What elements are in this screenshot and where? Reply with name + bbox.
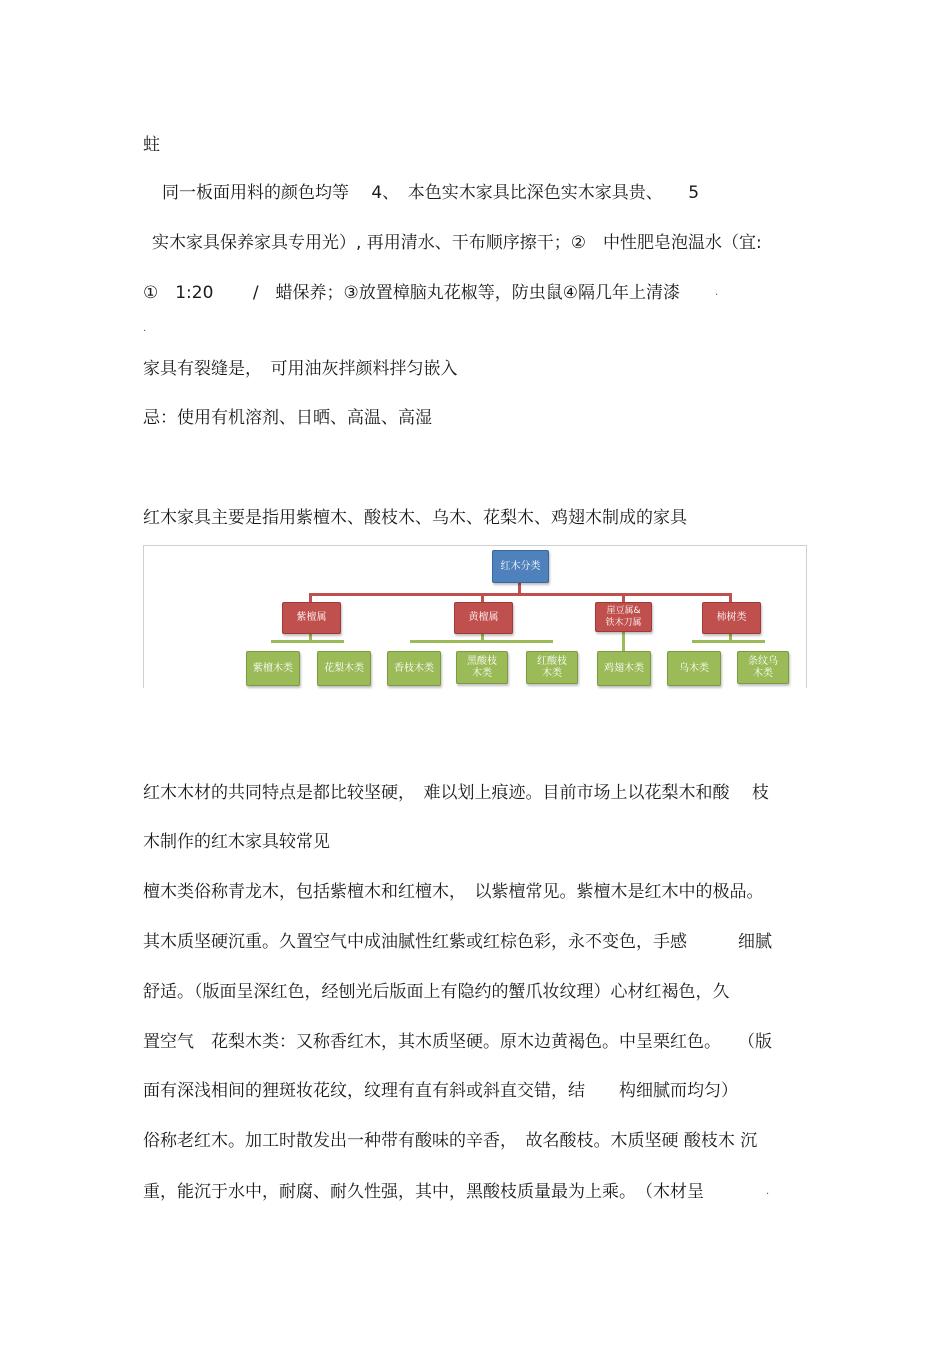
text-line-12: 舒适。（版面呈深红色，经刨光后版面上有隐约的蟹爪妆纹理）心材红褐色，久 xyxy=(143,982,730,1002)
stray-dot-2: . xyxy=(143,323,147,334)
diagram-group-zitan: 紫檀属 xyxy=(282,602,341,634)
text-line-15: 俗称老红木。加工时散发出一种带有酸味的辛香， 故名酸枝。木质坚硬 酸枝木 沉 xyxy=(143,1131,758,1151)
text-line-4: ① 1:20 / 蜡保养；③放置樟脑丸花椒等，防虫鼠④隔几年上清漆 xyxy=(143,283,681,303)
text-line-9: 木制作的红木家具较常见 xyxy=(143,832,330,852)
text-line-16: 重，能沉于水中，耐腐、耐久性强，其中，黑酸枝质量最为上乘。 （木材呈 xyxy=(143,1182,704,1202)
diagram-leaf-tiaowen-wumu: 条纹乌木类 xyxy=(737,651,789,684)
diagram-leaf-hualimu: 花梨木类 xyxy=(317,651,371,686)
text-line-7: 红木家具主要是指用紫檀木、酸枝木、乌木、花梨木、鸡翅木制成的家具 xyxy=(143,508,687,528)
diagram-leaf-hongsuanzhimu: 红酸枝木类 xyxy=(526,651,578,684)
diagram-root-node: 红木分类 xyxy=(492,550,549,583)
text-line-14: 面有深浅相间的狸斑妆花纹，纹理有直有斜或斜直交错，结 构细腻而均匀） xyxy=(143,1081,738,1101)
text-line-8: 红木木材的共同特点是都比较坚硬， 难以划上痕迹。目前市场上以花梨木和酸 枝 xyxy=(143,783,769,803)
diagram-leaf-jichimu: 鸡翅木类 xyxy=(597,651,651,686)
stray-dot-1: . xyxy=(715,287,719,298)
connector-group-bar xyxy=(309,593,730,596)
text-line-6: 忌：使用有机溶剂、日晒、高温、高湿 xyxy=(143,408,432,428)
connector-leaf-bar-1 xyxy=(271,640,344,643)
text-line-3: 实木家具保养家具专用光）, 再用清水、干布顺序擦干；② 中性肥皂泡温水（宜: xyxy=(152,233,762,253)
hongmu-classification-diagram xyxy=(143,545,807,688)
connector-leaf-bar-4 xyxy=(692,640,765,643)
text-line-1: 蛀 xyxy=(143,135,160,155)
text-line-11: 其木质坚硬沉重。久置空气中成油腻性红紫或红棕色彩，永不变色，手感 细腻 xyxy=(143,932,772,952)
connector-leaf-stem-3 xyxy=(622,632,625,652)
diagram-leaf-xiangzhimu: 香枝木类 xyxy=(387,651,441,686)
diagram-leaf-wumu: 乌木类 xyxy=(667,651,721,686)
diagram-leaf-heisuanzhimu: 黑酸枝木类 xyxy=(456,651,508,684)
text-line-13: 置空气 花梨木类：又称香红木，其木质坚硬。原木边黄褐色。中呈栗红色。 （版 xyxy=(143,1032,772,1052)
connector-leaf-bar-2 xyxy=(410,640,553,643)
text-line-5: 家具有裂缝是， 可用油灰拌颜料拌匀嵌入 xyxy=(143,359,458,379)
diagram-group-shishu: 柿树类 xyxy=(702,602,761,634)
text-line-10: 檀木类俗称青龙木，包括紫檀木和红檀木， 以紫檀常见。紫檀木是红木中的极品。 xyxy=(143,882,764,902)
diagram-group-huangtan: 黄檀属 xyxy=(454,602,513,634)
stray-dot-3: . xyxy=(766,1186,770,1197)
diagram-group-yadou-tiemu: 崖豆属&铁木刀属 xyxy=(595,602,652,632)
diagram-leaf-zitanmu: 紫檀木类 xyxy=(246,651,300,686)
text-line-2: 同一板面用料的颜色均等 4、 本色实木家具比深色实木家具贵、 5 xyxy=(162,183,700,203)
